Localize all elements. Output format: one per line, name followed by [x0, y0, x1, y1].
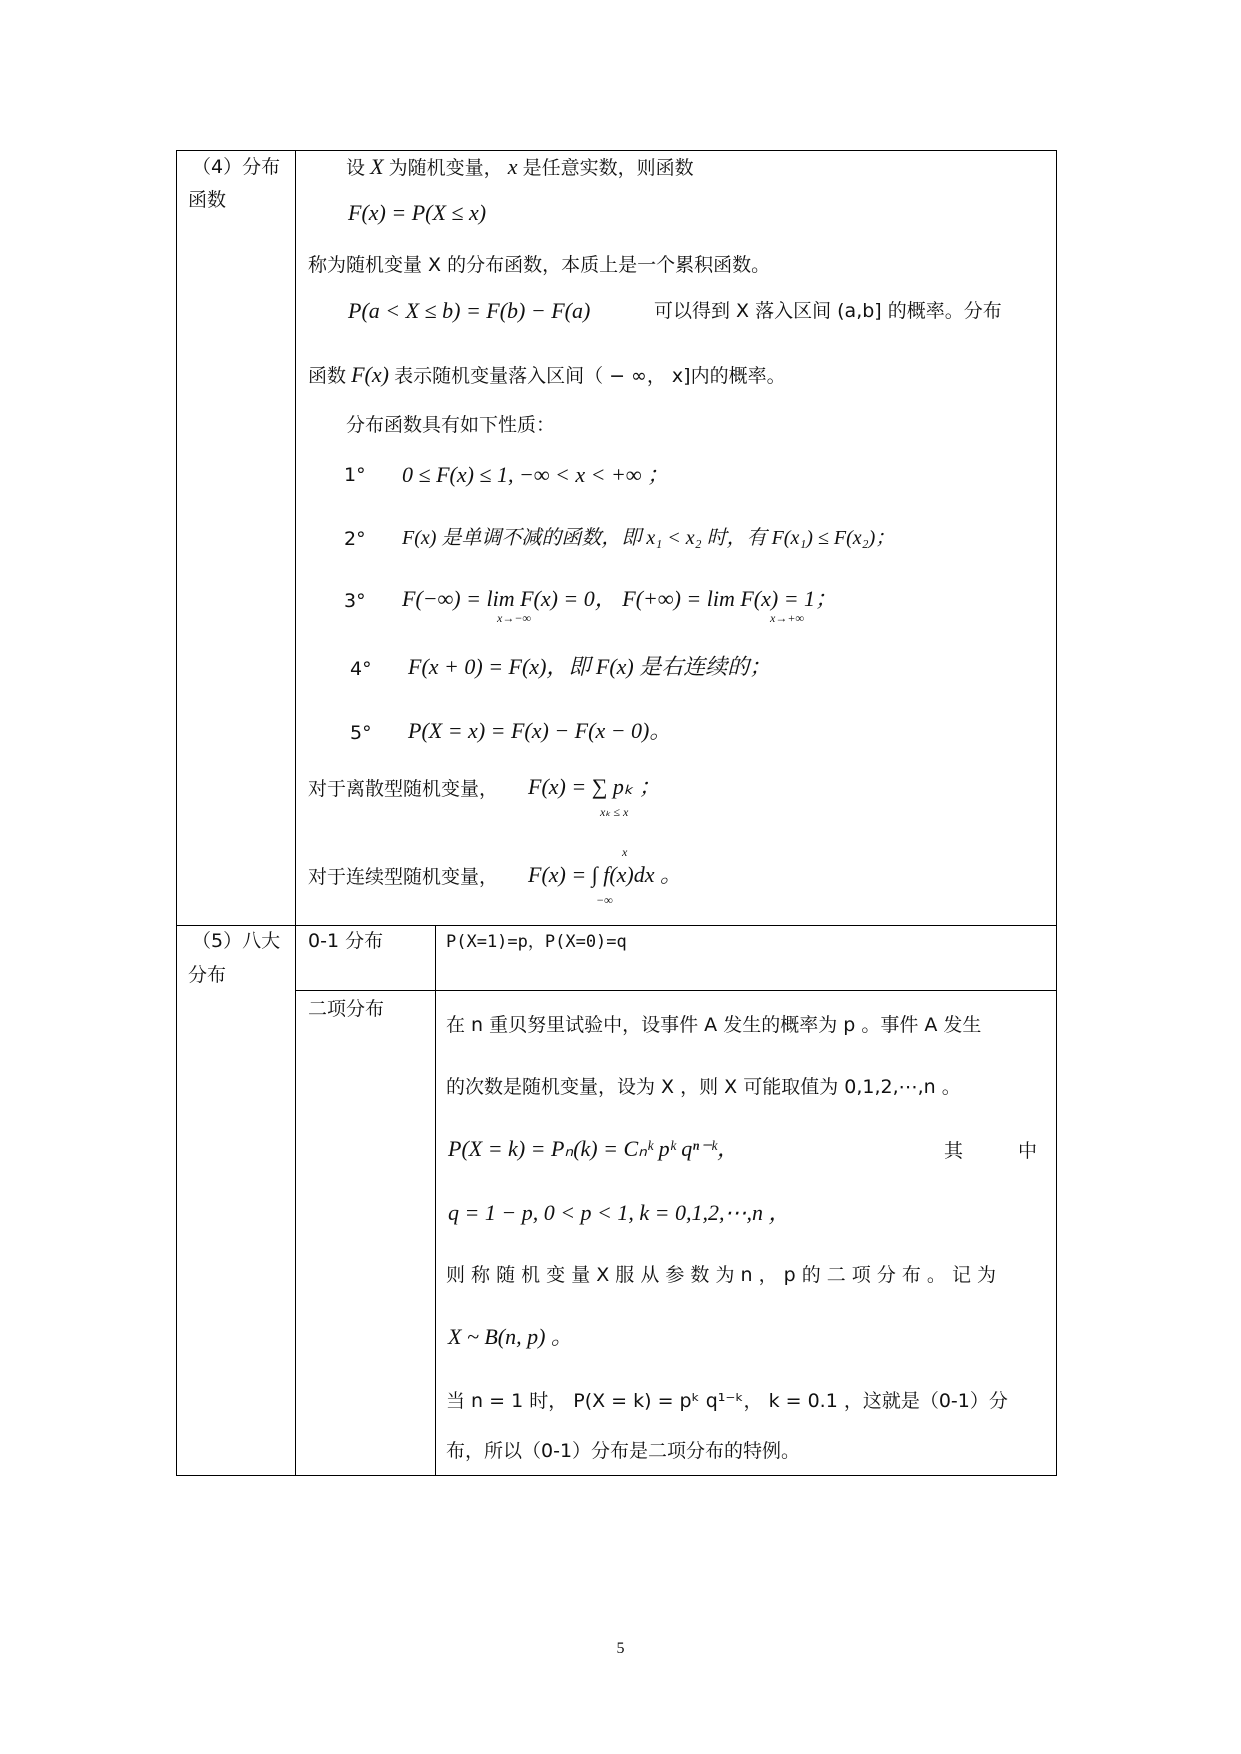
table-right-border [1056, 150, 1057, 1476]
binomial-line1: 在 n 重贝努里试验中，设事件 A 发生的概率为 p 。事件 A 发生 [446, 1014, 982, 1036]
page-number: 5 [616, 1640, 625, 1657]
intro-X: X [370, 154, 384, 179]
table-top-border [176, 150, 1057, 151]
cdf-definition-text: 称为随机变量 X 的分布函数，本质上是一个累积函数。 [308, 254, 771, 276]
cdf-definition-formula: F(x) = P(X ≤ x) [348, 200, 487, 225]
intro-sentence [346, 156, 694, 178]
binomial-notation: X ~ B(n, p) 。 [448, 1324, 573, 1349]
label-column-divider [295, 150, 296, 1476]
dist-content-bernoulli: P(X=1)=p，P(X=0)=q [446, 932, 627, 952]
discrete-sum-subscript: xₖ ≤ x [600, 805, 629, 819]
property-1-formula: 0 ≤ F(x) ≤ 1, −∞ < x < +∞ ； [402, 462, 670, 487]
binomial-pmf-formula: P(X = k) = Pₙ(k) = Cₙᵏ pᵏ qⁿ⁻ᵏ， [448, 1136, 739, 1161]
property-4-formula: F(x + 0) = F(x)，即 F(x) 是右连续的； [408, 654, 772, 679]
section-divider [176, 925, 1057, 926]
section5-label-line2: 分布 [188, 964, 227, 986]
interval-text2b: 表示随机变量落入区间（ − ∞， x]内的概率。 [394, 365, 786, 387]
integral-upper-limit: x [622, 845, 628, 859]
property-5-formula: P(X = x) = F(x) − F(x − 0)。 [408, 718, 672, 743]
property-3-lim-sub-1: x→−∞ [497, 611, 531, 625]
binomial-line5: 则 称 随 机 变 量 X 服 从 参 数 为 n ， p 的 二 项 分 布 。 记 为 [446, 1264, 996, 1286]
binomial-line3-right1: 其 [944, 1140, 964, 1162]
binomial-line7: 当 n = 1 时， P(X = k) = pᵏ q¹⁻ᵏ， k = 0.1 ，这就是（0-1）分 [446, 1390, 1008, 1412]
property-3-number: 3° [344, 590, 366, 612]
property-1-number: 1° [344, 464, 366, 486]
discrete-text: 对于离散型随机变量， [308, 778, 499, 800]
properties-title: 分布函数具有如下性质： [346, 414, 556, 436]
section4-label-line1: （4）分布 [192, 156, 281, 178]
dist-name-bernoulli: 0-1 分布 [308, 930, 384, 952]
section4-label-line2: 函数 [188, 189, 227, 211]
section5-label-line1: （5）八大 [192, 930, 281, 952]
binomial-conditions: q = 1 − p, 0 < p < 1, k = 0,1,2,⋯,n ， [448, 1200, 791, 1225]
table-bottom-border [176, 1475, 1057, 1476]
dist-name-binomial: 二项分布 [308, 998, 385, 1020]
interval-Fx: F(x) [351, 362, 389, 387]
property-2-formula: F(x) 是单调不减的函数，即 x₁ < x₂ 时，有 F(x₁) ≤ F(x₂)； [402, 527, 896, 549]
dist-row-divider [295, 990, 1057, 991]
property-3-lim-sub-2: x→+∞ [770, 611, 804, 625]
integral-lower-limit: −∞ [596, 893, 613, 907]
property-4-number: 4° [350, 658, 372, 680]
property-2-number: 2° [344, 528, 366, 550]
continuous-text: 对于连续型随机变量， [308, 866, 499, 888]
property-5-number: 5° [350, 722, 372, 744]
continuous-formula: F(x) = ∫ f(x)dx 。 [528, 862, 683, 887]
discrete-formula: F(x) = ∑ pₖ ； [528, 774, 661, 799]
interval-text2a: 函数 [308, 365, 347, 387]
intro-a: 设 [346, 157, 366, 179]
interval-probability-formula: P(a < X ≤ b) = F(b) − F(a) [348, 298, 591, 323]
intro-c: 是任意实数，则函数 [522, 157, 694, 179]
interval-probability-text: 可以得到 X 落入区间 (a,b] 的概率。分布 [654, 300, 1002, 322]
binomial-line8: 布，所以（0-1）分布是二项分布的特例。 [446, 1440, 801, 1462]
table-left-border [176, 150, 177, 1476]
intro-b: 为随机变量， [388, 157, 503, 179]
dist-name-divider [435, 925, 436, 1476]
interval-text-line2 [308, 364, 786, 386]
property-3-formula: F(−∞) = lim F(x) = 0， F(+∞) = lim F(x) = 1； [402, 586, 838, 611]
binomial-line3-right2: 中 [1018, 1140, 1038, 1162]
binomial-line2: 的次数是随机变量，设为 X ，则 X 可能取值为 0,1,2,⋯,n 。 [446, 1076, 961, 1098]
intro-x: x [507, 154, 518, 179]
